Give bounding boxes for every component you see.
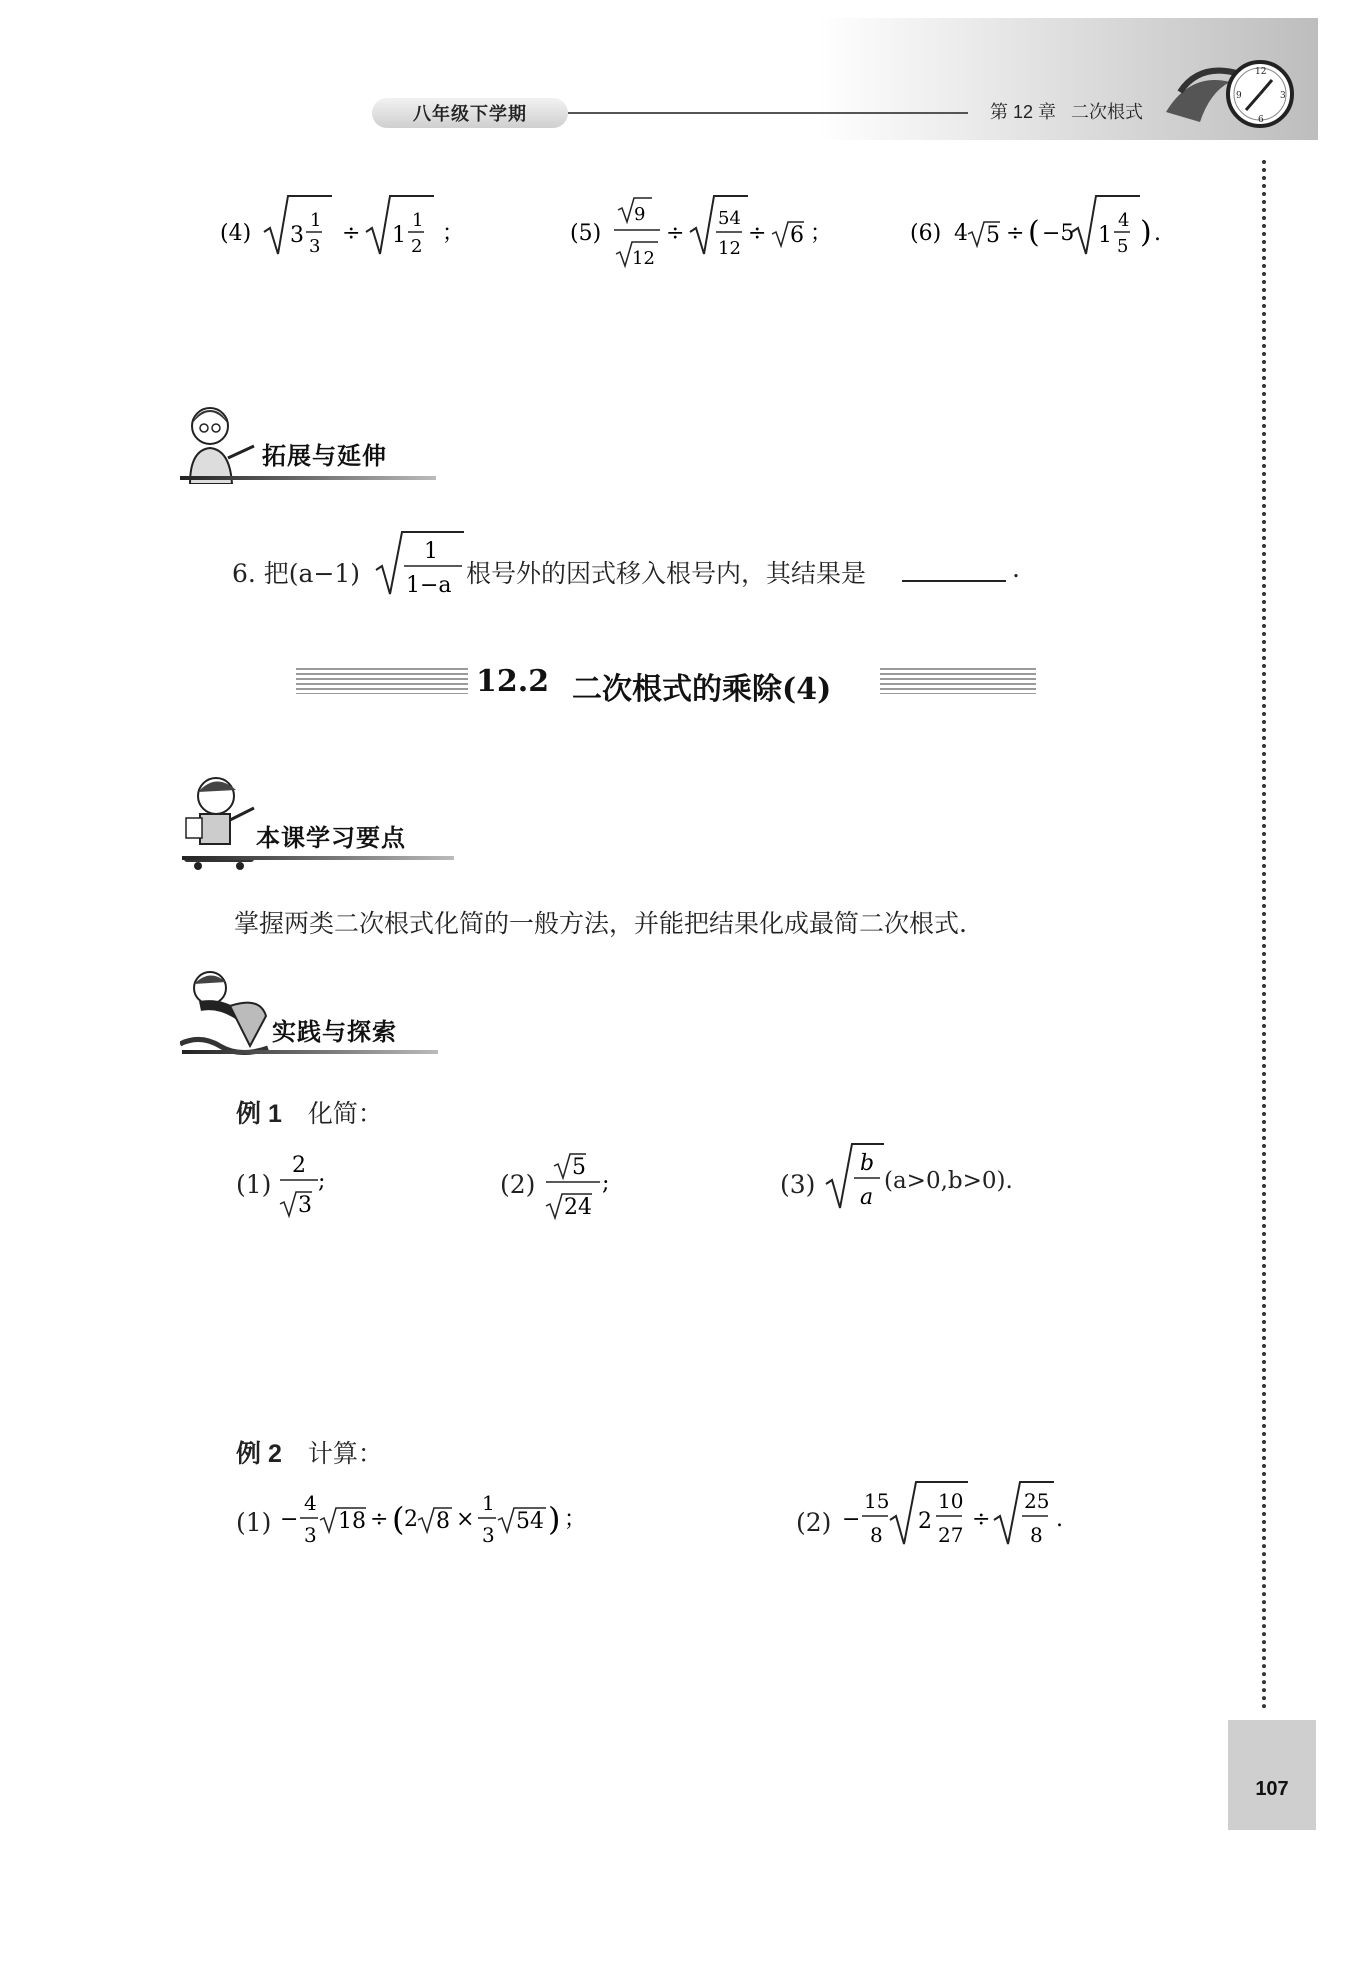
svg-text:6: 6 [790, 223, 804, 248]
svg-text:4: 4 [1118, 210, 1130, 231]
key-points-text: 掌握两类二次根式化简的一般方法，并能把结果化成最简二次根式. [234, 909, 967, 938]
svg-text:(: ( [392, 1500, 405, 1538]
svg-text:(6): (6) [910, 221, 942, 246]
svg-text:÷: ÷ [748, 221, 767, 246]
svg-text:2: 2 [404, 1507, 418, 1532]
svg-text:27: 27 [938, 1523, 964, 1547]
key-points-title: 本课学习要点 [256, 825, 406, 852]
svg-text:24: 24 [564, 1195, 592, 1220]
teacher-icon [176, 400, 256, 484]
svg-text:1: 1 [310, 210, 322, 231]
exercise-6-text [910, 188, 1170, 268]
svg-text:6: 6 [1258, 115, 1264, 125]
svg-text:8: 8 [870, 1523, 883, 1547]
svg-text:÷: ÷ [370, 1507, 389, 1532]
svg-text:b: b [860, 1151, 875, 1176]
svg-text:3: 3 [304, 1523, 317, 1547]
extension-title: 拓展与延伸 [262, 443, 387, 470]
example-1-text: 化简： [307, 1099, 383, 1128]
example-1-q1-expression [278, 1146, 328, 1222]
svg-text:5: 5 [572, 1155, 586, 1180]
svg-text:÷: ÷ [972, 1507, 991, 1532]
svg-text:): ) [548, 1500, 561, 1538]
svg-text:1: 1 [482, 1491, 495, 1515]
svg-text:;: ; [602, 1171, 610, 1196]
svg-text:3: 3 [290, 223, 304, 248]
svg-text:5: 5 [1117, 236, 1129, 257]
svg-text:(4): (4) [220, 221, 252, 246]
svg-text:9: 9 [634, 204, 646, 225]
exercise-5-text [570, 188, 833, 268]
section-stripes-right [880, 668, 1036, 694]
svg-text:8: 8 [1030, 1523, 1043, 1547]
section-title: 二次根式的乘除(4) [572, 672, 832, 707]
example-2-q1-expression [280, 1480, 620, 1560]
section-number: 12.2 [476, 664, 550, 699]
svg-text:9: 9 [1236, 91, 1242, 101]
svg-text:10: 10 [938, 1489, 964, 1513]
section-stripes-left [296, 668, 468, 694]
svg-text:3: 3 [1280, 91, 1286, 101]
svg-text:;: ; [318, 1169, 326, 1194]
svg-text:4: 4 [304, 1491, 317, 1515]
svg-text:25: 25 [1024, 1489, 1050, 1513]
extension-underline [180, 476, 436, 480]
practice-underline [182, 1050, 438, 1054]
svg-text:a: a [860, 1185, 874, 1210]
compass-runner-icon [1160, 52, 1296, 136]
svg-text:3: 3 [309, 236, 321, 257]
svg-text:1−a: 1−a [406, 573, 452, 598]
margin-dotted-line [1262, 160, 1270, 1710]
svg-text:2: 2 [918, 1509, 932, 1534]
example-2-q1-label: (1) [236, 1508, 272, 1537]
svg-text:54: 54 [516, 1509, 544, 1534]
svg-text:15: 15 [864, 1489, 890, 1513]
svg-text:.: . [1056, 1507, 1063, 1532]
example-2-q2-label: (2) [796, 1508, 832, 1537]
question-6-answer-blank [902, 580, 1006, 582]
svg-text:3: 3 [482, 1523, 495, 1547]
svg-text:−5: −5 [1042, 221, 1075, 246]
svg-text:.: . [1154, 221, 1161, 246]
svg-text:−: − [280, 1507, 299, 1532]
svg-text:1: 1 [392, 223, 406, 248]
svg-text:5: 5 [986, 223, 1000, 248]
svg-text:÷: ÷ [1006, 221, 1025, 246]
svg-text:4: 4 [954, 221, 968, 246]
example-1-q1-label: (1) [236, 1170, 272, 1199]
svg-text:12: 12 [1255, 67, 1267, 77]
exercise-4-text [220, 188, 480, 268]
key-points-underline [182, 856, 454, 860]
question-6-suffix: 根号外的因式移入根号内，其结果是 [466, 559, 867, 588]
page-number: 107 [1255, 1778, 1289, 1800]
chapter-title: 第 12 章 二次根式 [990, 102, 1144, 122]
grade-label: 八年级下学期 [372, 98, 568, 128]
page-number-box [1228, 1720, 1316, 1830]
example-1-label: 例 1 [236, 1100, 282, 1128]
svg-text:1: 1 [1098, 223, 1112, 248]
example-2-text: 计算： [307, 1439, 383, 1468]
svg-text:12: 12 [718, 238, 741, 259]
svg-text:18: 18 [338, 1509, 366, 1534]
example-1-q2-label: (2) [500, 1170, 536, 1199]
svg-text:−: − [842, 1507, 861, 1532]
svg-text:；: ； [564, 1507, 587, 1532]
svg-text:×: × [456, 1507, 475, 1532]
student-surfing-icon [180, 966, 270, 1058]
svg-text:÷: ÷ [342, 221, 361, 246]
svg-text:1: 1 [424, 539, 438, 564]
example-1-q2-expression [544, 1146, 624, 1222]
svg-text:；: ； [442, 221, 465, 246]
svg-text:8: 8 [436, 1509, 450, 1534]
example-1-q3-label: (3) [780, 1170, 816, 1199]
example-2-q2-expression [842, 1478, 1082, 1560]
practice-title: 实践与探索 [272, 1019, 397, 1046]
question-6-prefix: 6. 把(a−1) [232, 559, 361, 588]
example-2-heading [236, 1434, 383, 1470]
svg-text:(: ( [1028, 215, 1040, 250]
svg-text:2: 2 [292, 1153, 306, 1178]
example-2-label: 例 2 [236, 1440, 282, 1468]
svg-text:÷: ÷ [666, 221, 685, 246]
question-6-radical [372, 528, 468, 604]
svg-text:2: 2 [411, 236, 423, 257]
header-rule [568, 112, 968, 114]
svg-text:3: 3 [298, 1193, 312, 1218]
svg-text:1: 1 [412, 210, 424, 231]
svg-text:12: 12 [632, 248, 655, 269]
svg-text:): ) [1140, 215, 1152, 250]
example-1-q3-condition: (a>0,b>0). [884, 1168, 1013, 1194]
svg-text:；: ； [810, 221, 833, 246]
question-6-period: . [1012, 554, 1020, 583]
svg-text:54: 54 [718, 208, 741, 229]
svg-text:(5): (5) [570, 221, 602, 246]
example-1-heading [236, 1094, 383, 1130]
example-1-q3-radical [824, 1140, 888, 1220]
